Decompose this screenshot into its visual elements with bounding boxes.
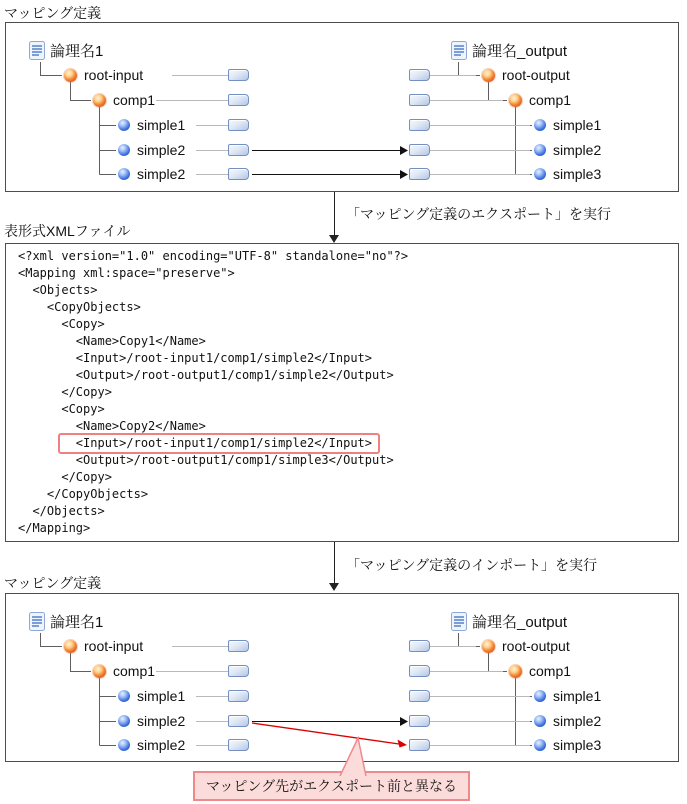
highlight-rect — [58, 433, 380, 454]
mapping-port — [228, 144, 249, 156]
element-node-icon — [482, 69, 495, 82]
tree-node — [118, 143, 185, 157]
xml-line: <Output>/root-output1/comp1/simple2</Output> — [18, 368, 394, 382]
tree-node-label: comp1 — [113, 663, 156, 679]
xml-line: </CopyObjects> — [18, 487, 149, 501]
tree-node — [64, 639, 143, 653]
callout-text: マッピング先がエクスポート前と異なる — [205, 778, 458, 794]
flow-arrow-export — [334, 192, 335, 236]
xml-file-box — [5, 243, 679, 542]
tree-node-label: comp1 — [529, 663, 572, 679]
mapping-port — [228, 119, 249, 131]
red-mapping-line — [252, 723, 399, 744]
tree-node-root-document — [29, 40, 103, 60]
section-title-mapping-bottom: マッピング定義 — [4, 575, 102, 591]
tree-node-label: simple3 — [553, 737, 602, 753]
field-node-icon — [118, 168, 130, 180]
tree-node-label: 論理名1 — [50, 42, 104, 60]
tree-node — [118, 118, 185, 132]
tree-node — [534, 738, 601, 752]
callout-pointer — [332, 734, 376, 776]
xml-line: <Input>/root-input1/comp1/simple2</Input> — [18, 351, 373, 365]
tree-node — [509, 664, 571, 678]
tree-node — [482, 68, 570, 82]
arrowhead-red — [398, 740, 408, 748]
mapping-port — [228, 690, 249, 702]
tree-node-label: simple1 — [137, 117, 186, 133]
tree-node-root-document — [451, 40, 567, 60]
tree-node — [509, 93, 571, 107]
xml-line: <Mapping xml:space="preserve"> — [18, 266, 235, 280]
section-title-mapping-top: マッピング定義 — [4, 5, 102, 21]
tree-node-label: simple1 — [553, 117, 602, 133]
tree-node-label: comp1 — [113, 92, 156, 108]
element-node-icon — [64, 640, 77, 653]
document-icon — [29, 41, 45, 60]
mapping-port — [228, 69, 249, 81]
tree-node — [64, 68, 143, 82]
field-node-icon — [534, 690, 546, 702]
flow-arrowhead-down — [329, 235, 339, 243]
tree-node-label: 論理名1 — [50, 613, 104, 631]
xml-line-highlighted: <Input>/root-input1/comp1/simple2</Input> — [18, 436, 373, 450]
element-node-icon — [509, 94, 522, 107]
document-icon — [451, 612, 467, 631]
mapping-port — [228, 665, 249, 677]
mapping-port — [409, 640, 430, 652]
tree-node-label: comp1 — [529, 92, 572, 108]
mapping-port — [409, 144, 430, 156]
xml-line: </Copy> — [18, 470, 112, 484]
flow-arrowhead-down — [329, 583, 339, 591]
mapping-port — [409, 665, 430, 677]
tree-node — [534, 118, 601, 132]
mapping-port — [228, 739, 249, 751]
tree-node-label: simple2 — [137, 713, 186, 729]
tree-node — [534, 714, 601, 728]
tree-node — [118, 689, 185, 703]
xml-line: <CopyObjects> — [18, 300, 141, 314]
xml-line: <Name>Copy1</Name> — [18, 334, 206, 348]
element-node-icon — [93, 94, 106, 107]
field-node-icon — [118, 739, 130, 751]
arrowhead-black — [400, 717, 408, 726]
tree-node-label: simple1 — [553, 688, 602, 704]
document-icon — [451, 41, 467, 60]
mapping-port — [409, 119, 430, 131]
field-node-icon — [534, 144, 546, 156]
flow-label-export: 「マッピング定義のエクスポート」を実行 — [346, 206, 612, 222]
field-node-icon — [534, 739, 546, 751]
mapping-port — [409, 690, 430, 702]
tree-node-label: simple2 — [137, 142, 186, 158]
tree-node — [482, 639, 570, 653]
tree-node — [534, 689, 601, 703]
tree-node-label: simple3 — [553, 166, 602, 182]
tree-node-label: simple2 — [553, 142, 602, 158]
mapping-port — [409, 168, 430, 180]
section-title-xml: 表形式XMLファイル — [4, 223, 131, 239]
tree-node — [118, 738, 185, 752]
tree-node — [93, 93, 155, 107]
xml-line: <?xml version="1.0" encoding="UTF-8" standalone="no"?> — [18, 249, 409, 263]
mapping-box-top — [5, 22, 679, 192]
tree-node-label: simple1 — [137, 688, 186, 704]
field-node-icon — [534, 168, 546, 180]
tree-node-label: root-output — [502, 638, 570, 654]
element-node-icon — [482, 640, 495, 653]
xml-line: </Copy> — [18, 385, 112, 399]
flow-arrow-import — [334, 542, 335, 584]
tree-node-label: 論理名_output — [472, 42, 568, 60]
tree-node-label: simple2 — [137, 737, 186, 753]
mapping-port — [228, 94, 249, 106]
tree-node-label: root-output — [502, 67, 570, 83]
xml-line: </Mapping> — [18, 521, 91, 535]
xml-line: <Objects> — [18, 283, 98, 297]
xml-line: <Name>Copy2</Name> — [18, 419, 206, 433]
element-node-icon — [93, 665, 106, 678]
tree-node-label: root-input — [84, 67, 144, 83]
xml-line: <Copy> — [18, 402, 105, 416]
element-node-icon — [64, 69, 77, 82]
mapping-port — [228, 715, 249, 727]
field-node-icon — [118, 690, 130, 702]
element-node-icon — [509, 665, 522, 678]
field-node-icon — [118, 119, 130, 131]
arrowhead-black — [400, 146, 408, 155]
mapping-port — [409, 94, 430, 106]
field-node-icon — [118, 144, 130, 156]
tree-node — [534, 143, 601, 157]
mapping-port — [409, 715, 430, 727]
mapping-port — [409, 739, 430, 751]
tree-node-root-document — [451, 611, 567, 631]
tree-node-label: 論理名_output — [472, 613, 568, 631]
tree-node — [93, 664, 155, 678]
tree-node — [534, 167, 601, 181]
tree-node — [118, 167, 185, 181]
flow-label-import: 「マッピング定義のインポート」を実行 — [346, 557, 598, 573]
field-node-icon — [534, 119, 546, 131]
tree-node-label: root-input — [84, 638, 144, 654]
mapping-port — [228, 168, 249, 180]
xml-line: <Output>/root-output1/comp1/simple3</Output> — [18, 453, 394, 467]
tree-node-root-document — [29, 611, 103, 631]
field-node-icon — [534, 715, 546, 727]
arrowhead-black — [400, 170, 408, 179]
xml-line: </Objects> — [18, 504, 105, 518]
tree-node — [118, 714, 185, 728]
xml-code — [18, 248, 408, 537]
field-node-icon — [118, 715, 130, 727]
document-icon — [29, 612, 45, 631]
xml-line: <Copy> — [18, 317, 105, 331]
mapping-port — [228, 640, 249, 652]
tree-node-label: simple2 — [137, 166, 186, 182]
mapping-port — [409, 69, 430, 81]
tree-node-label: simple2 — [553, 713, 602, 729]
